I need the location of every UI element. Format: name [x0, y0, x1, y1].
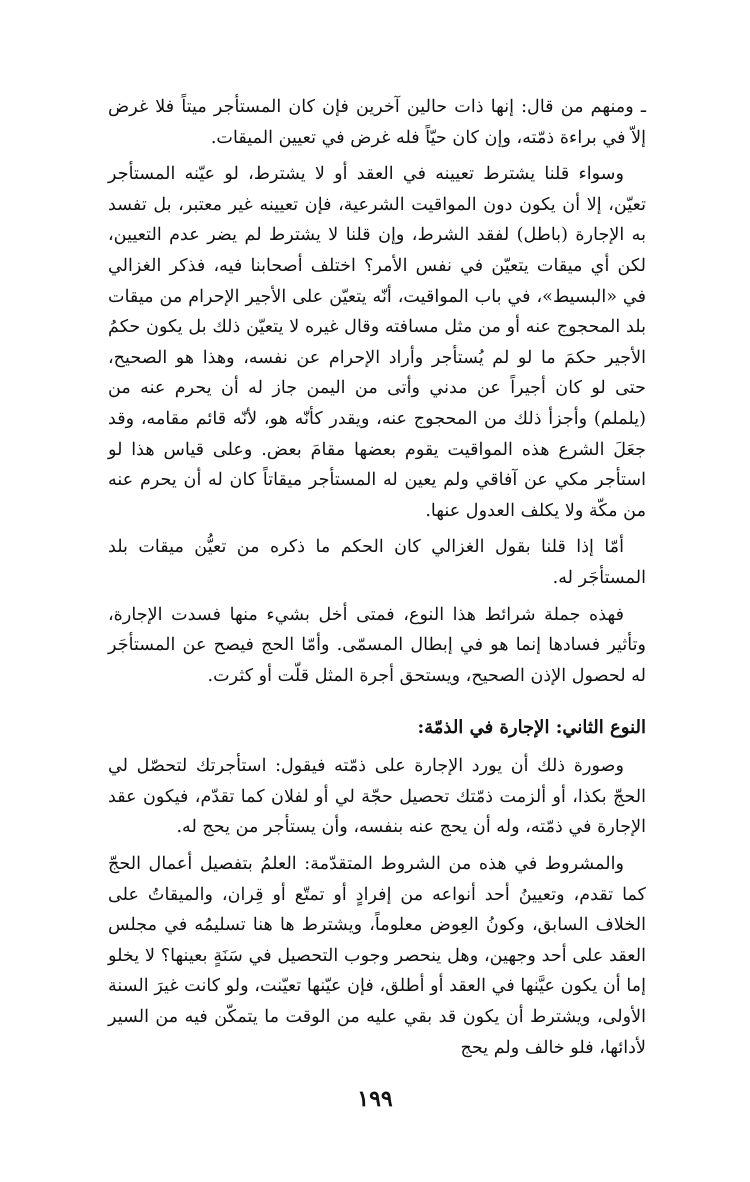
paragraph-1: ـ ومنهم من قال: إنها ذات حالين آخرين فإن كان المستأجر ميتاً فلا غرض إلاّ في براءة ذمّته، وإن كان حيّاً فله غرض في تعيين الميقات. — [108, 97, 646, 148]
page-number: ١٩٩ — [357, 1086, 393, 1112]
paragraph-6: والمشروط في هذه من الشروط المتقدّمة: العلمُ بتفصيل أعمال الحجّ كما تقدم، وتعيينُ أحد أنواعه من إفرادٍ أو تمتّع أو قِران، والميقاتُ على الخلاف السابق، وكونُ العِوض معلوماً، ويشترط ها هنا تسليمُه في مجلس العقد على أحد وجهين، وهل ينحصر وجوب التحصيل في سَنَةٍ بعينها؟ لا يخلو إما أن يكون عيَّنها في العقد أو أطلق، فإن عيّنها تعيّنت، ولو كانت غيرَ السنة الأولى، ويشترط أن يكون قد بقي عليه من الوقت ما يتمكّن فيه من السير لأدائها، فلو خالف ولم يحج — [108, 854, 646, 1058]
paragraph-2: وسواء قلنا يشترط تعيينه في العقد أو لا يشترط، لو عيّنه المستأجر تعيّن، إلا أن يكون دون المواقيت الشرعية، فإن تعيينه غير معتبر، بل تفسد به الإجارة (باطل) لفقد الشرط، وإن قلنا لا يشترط لم يضر عدم التعيين، لكن أي ميقات يتعيّن في نفس الأمر؟ اختلف أصحابنا فيه، فذكر الغزالي في «البسيط»، في باب المواقيت، أنّه يتعيّن على الأجير الإحرام من ميقات بلد المحجوج عنه أو من مثل مسافته وقال غيره لا يتعيّن ذلك بل يكون حكمُ الأجير حكمَ ما لو لم يُستأجر وأراد الإحرام عن نفسه، وهذا هو الصحيح، حتى لو كان أجيراً عن مدني وأتى من اليمن جاز له أن يحرم عنه من (يلملم) وأجزأ ذلك من المحجوج عنه، ويقدر كأنّه هو، لأنّه قائم مقامه، وقد جعَلَ الشرع هذه المواقيت يقوم بعضها مقامَ بعض. وعلى قياس هذا لو استأجر مكي عن آفاقي ولم يعين له المستأجر ميقاتاً كان له أن يحرم عنه من مكّة ولا يكلف العدول عنها. — [108, 164, 646, 521]
page-body — [108, 92, 646, 1063]
paragraph-4: فهذه جملة شرائط هذا النوع، فمتى أخل بشيء منها فسدت الإجارة، وتأثير فسادها إنما هو في إبطال المسمّى. وأمّا الحج فيصح عن المستأجَر له لحصول الإذن الصحيح، ويستحق أجرة المثل قلّت أو كثرت. — [108, 604, 646, 686]
section-heading: النوع الثاني: الإجارة في الذمّة: — [417, 717, 646, 739]
paragraph-3: أمّا إذا قلنا بقول الغزالي كان الحكم ما ذكره من تعيُّن ميقات بلد المستأجَر له. — [108, 537, 646, 588]
paragraph-5: وصورة ذلك أن يورد الإجارة على ذمّته فيقول: استأجرتك لتحصّل لي الحجّ بكذا، أو ألزمت ذمّتك تحصيل حجّة لي أو لفلان كما تقدّم، فيكون عقد الإجارة في ذمّته، وله أن يحج عنه بنفسه، وأن يستأجر من يحج له. — [108, 756, 646, 838]
